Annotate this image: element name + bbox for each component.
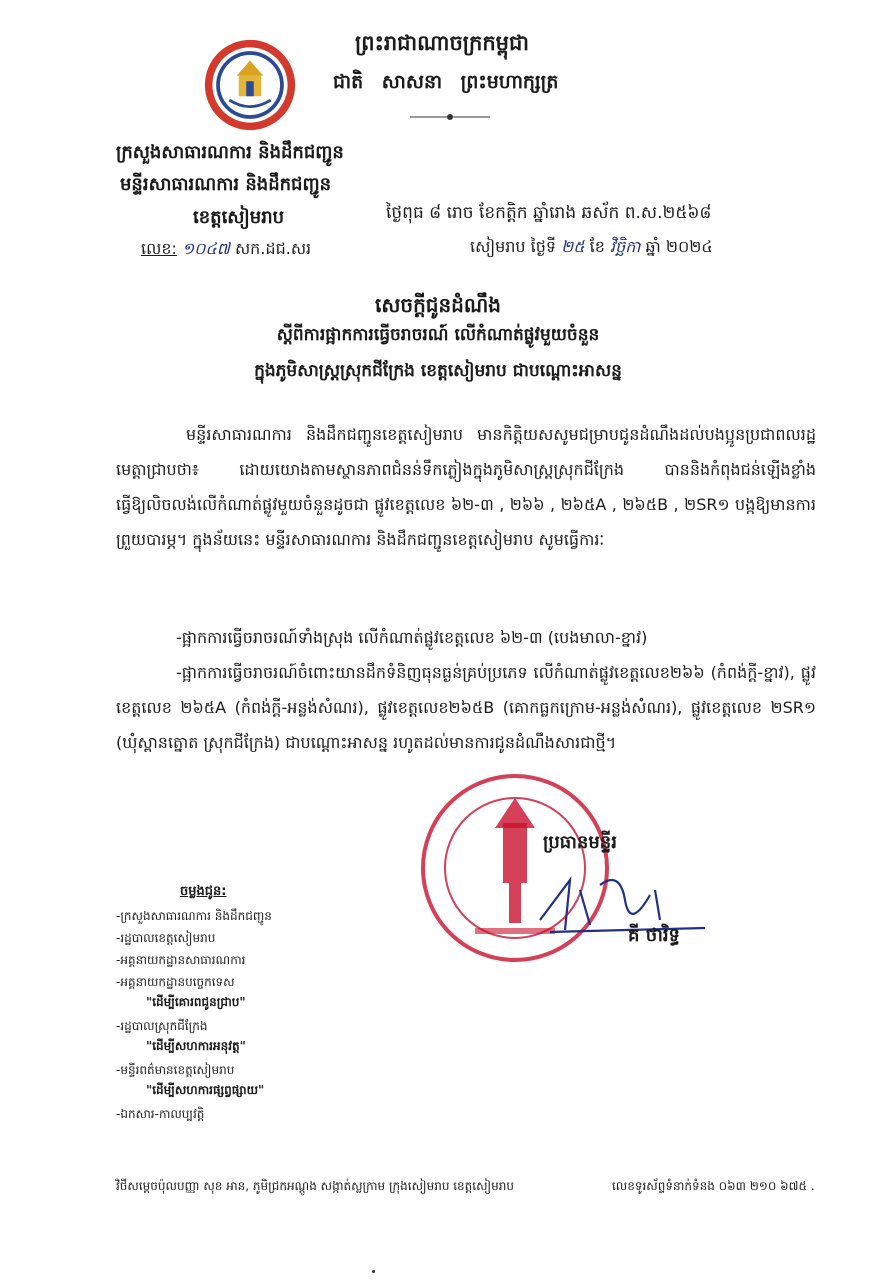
reference-number <box>141 238 311 262</box>
body-bullet-1: -ផ្អាកការធ្វើចរាចរណ៍ទាំងស្រុង លើកំណាត់ផ្លូវខេត្តលេខ ៦២-៣ (បេងមាលា-ខ្នាវ) <box>176 628 648 647</box>
cc-item-note: "ដើម្បីសហការអនុវត្ត" <box>146 1039 246 1053</box>
solar-month-prefix: ខែ <box>589 237 605 256</box>
solar-year: ឆ្នាំ ២០២៤ <box>645 237 713 256</box>
document-subtitle-1: ស្តីពីការផ្អាកការធ្វើចរាចរណ៍ លើកំណាត់ផ្លូវមួយចំនួន <box>276 325 600 345</box>
scan-speck <box>372 1270 375 1273</box>
ornament-divider <box>410 112 490 122</box>
solar-date <box>470 236 713 260</box>
department-name: មន្ទីរសាធារណការ និងដឹកជញ្ជូន <box>120 174 332 195</box>
cc-item: -រដ្ឋបាលស្រុកជីក្រែង <box>116 1019 208 1033</box>
reference-label: លេខ: <box>141 239 177 258</box>
reference-value: ១០៤៧ <box>181 239 230 258</box>
cc-item: -ក្រសួងសាធារណការ និងដឹកជញ្ជូន <box>116 909 272 923</box>
signatory-title: ប្រធានមន្ទីរ <box>543 832 617 853</box>
cc-item-note: "ដើម្បីគោរពជូនជ្រាប" <box>146 995 246 1009</box>
handwritten-signature <box>530 860 710 950</box>
ministry-logo <box>203 38 297 132</box>
ministry-name: ក្រសួងសាធារណការ និងដឹកជញ្ជូន <box>116 142 344 163</box>
body-bullet-2: -ផ្អាកការធ្វើចរាចរណ៍ចំពោះយានដឹកទំនិញធុនធ្ងន់គ្រប់ប្រភេទ លើកំណាត់ផ្លូវខេត្តលេខ២៦៦ (កំពង់ក្តី-ខ្នាវ), ផ្លូវខេត្តលេខ ២៦៥A (កំពង់ក្តី-អន្លង់សំណរ), ផ្លូវខេត្តលេខ២៦៥B (គោកធ្លកក្រោម-អន្លង់សំណរ), ផ្លូវខេត្តលេខ ២SR១ (ឃុំស្ពានត្នោត ស្រុកជីក្រែង) ជាបណ្តោះអាសន្ន រហូតដល់មានការជូនដំណឹងសារជាថ្មី។ <box>116 663 816 752</box>
reference-suffix: សក.ដជ.សរ <box>234 239 312 258</box>
solar-day: ២៥ <box>561 237 585 256</box>
solar-month: វិច្ឆិកា <box>609 237 641 256</box>
cc-item: -ឯកសារ-កាលប្បវត្តិ <box>116 1107 205 1121</box>
lunar-date: ថ្ងៃពុធ ៨ រោច ខែកត្តិក ឆ្នាំរោង ឆស័ក ព.ស.២៥៦៨ <box>386 203 712 223</box>
cc-item: -រដ្ឋបាលខេត្តសៀមរាប <box>116 931 216 945</box>
province-name: ខេត្តសៀមរាប <box>193 207 285 228</box>
footer-address: វិថីសម្តេចប៉ុលបញ្ញា សុខ អាន, ភូមិជ្រកអណ្តូង សង្កាត់ស្លក្រាម ក្រុងសៀមរាប ខេត្តសៀមរាប <box>116 1179 514 1193</box>
cc-item: -មន្ទីរពត៌មានខេត្តសៀមរាប <box>116 1063 235 1077</box>
cc-item-note: "ដើម្បីសហការផ្សព្វផ្សាយ" <box>146 1083 265 1097</box>
solar-date-prefix: សៀមរាប ថ្ងៃទី <box>470 237 557 256</box>
signatory-name: គី ថារិទ្ធ <box>628 925 680 946</box>
footer-phone: លេខទូរស័ព្ទទំនាក់ទំនង ០៦៣ ២១០ ៦៧៥ . <box>612 1179 815 1193</box>
body-paragraph: មន្ទីរសាធារណការ និងដឹកជញ្ជូនខេត្តសៀមរាប មានកិត្តិយសសូមជម្រាបជូនដំណឹងដល់បងប្អូនប្រជាពលរដ្ឋមេត្តាជ្រាបថា៖ ដោយយោងតាមស្ថានភាពជំនន់ទឹកភ្លៀងក្នុងភូមិសាស្ត្រស្រុកជីក្រែង បាននិងកំពុងជន់ឡើងខ្លាំង ធ្វើឱ្យលិចលង់លើកំណាត់ផ្លូវមួយចំនួនដូចជា ផ្លូវខេត្តលេខ ៦២-៣ , ២៦៦ , ២៦៥A , ២៦៥B , ២SR១ បង្កឱ្យមានការព្រួយបារម្ភ។ ក្នុងន័យនេះ មន្ទីរសាធារណការ និងដឹកជញ្ជូនខេត្តសៀមរាប សូមធ្វើការៈ <box>116 425 816 549</box>
kingdom-heading: ព្រះរាជាណាចក្រកម្ពុជា <box>355 31 530 55</box>
document-subtitle-2: ក្នុងភូមិសាស្ត្រស្រុកជីក្រែង ខេត្តសៀមរាប ជាបណ្តោះអាសន្ន <box>254 361 622 381</box>
document-title: សេចក្តីជូនដំណឹង <box>375 293 501 317</box>
cc-item: -អគ្គនាយកដ្ឋានសាធារណការ <box>116 953 246 967</box>
national-motto: ជាតិ សាសនា ព្រះមហាក្សត្រ <box>333 71 559 93</box>
cc-heading: ចម្លងជូន: <box>180 884 227 899</box>
cc-item: -អគ្គនាយកដ្ឋានបច្ចេកទេស <box>116 975 235 989</box>
